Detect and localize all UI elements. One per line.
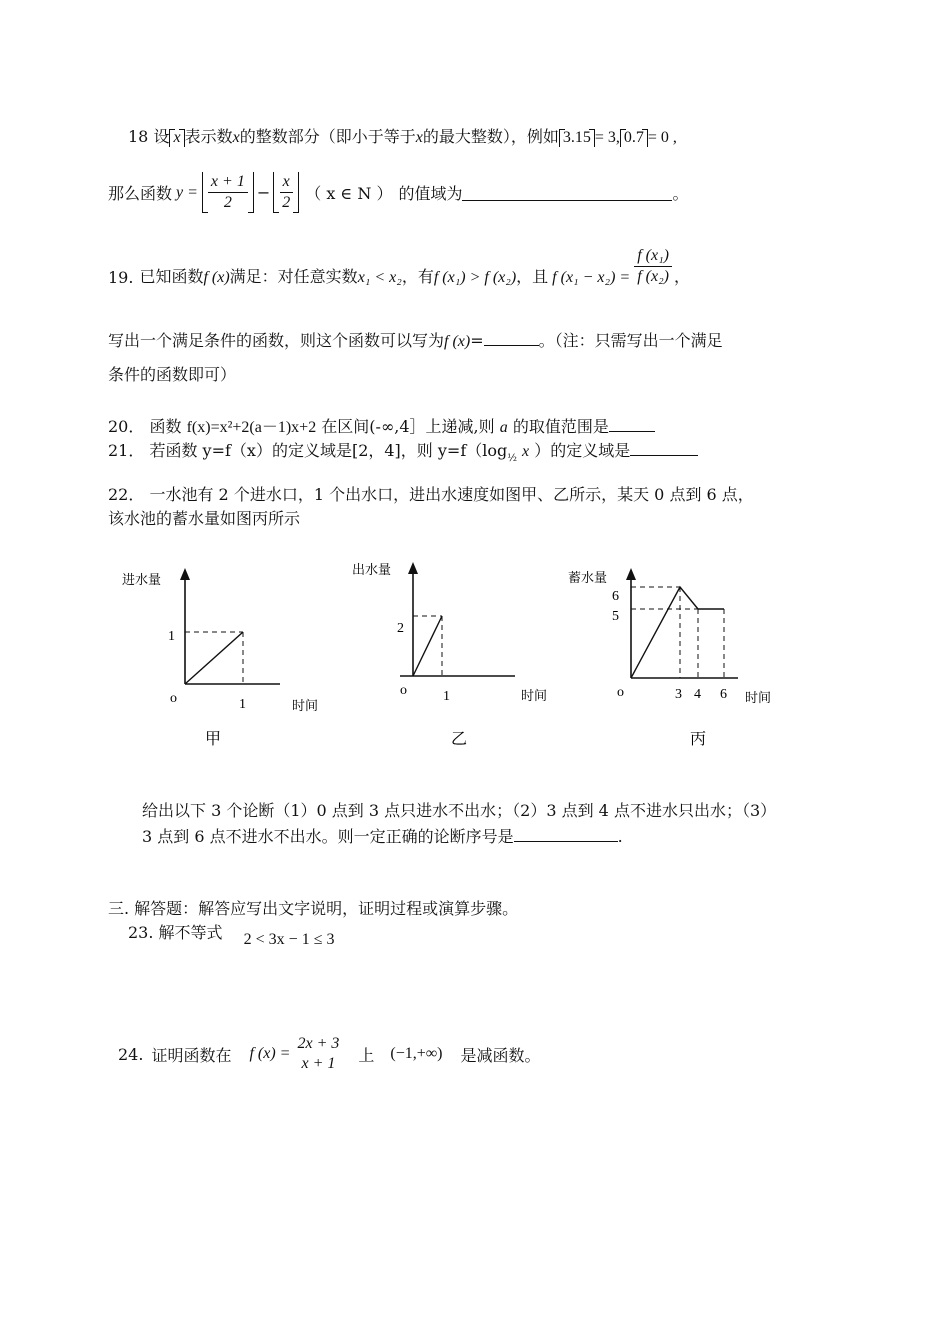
q24-line: 24. 证明函数在 f (x) = 2x + 3 x + 1 上 (−1,+∞) 是减函数。 [118,1035,541,1072]
yi-ytick: 2 [397,621,404,636]
q20-line: 20． 函数 f(x)=x²+2(a－1)x+2 在区间(-∞,4］上递减,则 a 的取值范围是 [108,414,655,437]
jia-caption: 甲 [205,729,222,748]
q19-ratio: $\frac{\text{f (x₁)}}{\text{f (x₂)}}$ [634,246,672,287]
q24-fraction: 2x + 3 x + 1 [297,1035,340,1072]
bing-y-arrow [626,568,636,580]
q22-line1: 22． 一水池有 2 个进水口，1 个出水口，进出水速度如图甲、乙所示，某天 0 点到 6 点， [108,485,754,504]
q19-line1: 19. 已知函数 f (x) 满足：对任意实数 x₁ < x₂ ，有 f (x₁) > f (x₂) ，且 f (x₁ − x₂) = $\frac{\text{f (x₁)}}{\text{f (x₂)}}$ ， [108,247,690,287]
q22-figures [0,550,950,760]
floor-bracket-x: x [169,129,184,147]
chart-bing [568,568,771,748]
jia-y-arrow [180,568,190,580]
jia-ylabel: 进水量 [122,573,162,588]
jia-ytick: 1 [168,629,175,644]
q19-answer-blank[interactable] [484,329,539,346]
yi-y-arrow [408,562,418,574]
yi-caption: 乙 [451,729,468,748]
q22-conclusion-line1: 给出以下 3 个论断（1）0 点到 3 点只进水不出水；（2）3 点到 4 点不进水只出水；（3） [142,801,777,820]
bing-xtick-6: 6 [720,687,727,702]
yi-line [413,616,442,676]
bing-xtick-3: 3 [675,687,682,702]
bing-xlabel: 时间 [745,691,772,706]
yi-origin: o [400,683,407,698]
q18-line1: 18 设 x 表示数x的整数部分（即小于等于x的最大整数），例如 3.15 = 3, 0.7 = 0 , [128,127,677,146]
floor-fraction-2: $\frac{x}{2}$ [273,172,299,213]
bing-ytick-6: 6 [612,589,619,604]
yi-xtick: 1 [443,689,450,704]
yi-xlabel: 时间 [521,689,548,704]
jia-xtick: 1 [239,697,246,712]
q19-line3: 条件的函数即可） [108,365,237,384]
bing-line [631,587,724,678]
q21-answer-blank[interactable] [630,439,698,456]
bing-xtick-4: 4 [694,687,701,702]
q18-answer-blank[interactable] [462,184,672,201]
bing-ylabel: 蓄水量 [568,571,608,586]
floor-example-1: 3.15 [559,129,595,147]
yi-ylabel: 出水量 [352,563,392,578]
bing-caption: 丙 [690,729,707,748]
q21-line: 21． 若函数 y=f（x）的定义域是[2，4]，则 $y=f(\log_{\frac{1}{2}}$ x ）的定义域是 [108,438,698,464]
bing-ytick-5: 5 [612,609,619,624]
section3-title: 三. 解答题：解答应写出文字说明，证明过程或演算步骤。 [108,899,519,918]
chart-jia [122,568,318,748]
q20-answer-blank[interactable] [609,415,655,432]
q22-line2: 该水池的蓄水量如图丙所示 [108,509,301,528]
chart-yi [352,562,547,748]
q22-answer-blank[interactable] [514,825,618,842]
q23-line: 23. 解不等式 2 < 3x − 1 ≤ 3 [128,923,335,948]
jia-line [185,632,243,684]
q22-conclusion-line2: 3 点到 6 点不进水不出水。则一定正确的论断序号是 . [142,827,623,846]
jia-origin: o [170,691,177,706]
floor-example-2: 0.7 [620,129,648,147]
bing-origin: o [617,685,624,700]
q19-line2: 写出一个满足条件的函数，则这个函数可以写为f (x)= 。（注：只需写出一个满足 [108,331,723,350]
q18-line2: 那么函数 y = $\frac{x + 1}{2}$ − $\frac{x}{2}$ （ x ∈ N ） 的值域为 。 [108,173,689,211]
floor-fraction-1: $\frac{x + 1}{2}$ [202,172,254,213]
jia-xlabel: 时间 [292,699,319,714]
